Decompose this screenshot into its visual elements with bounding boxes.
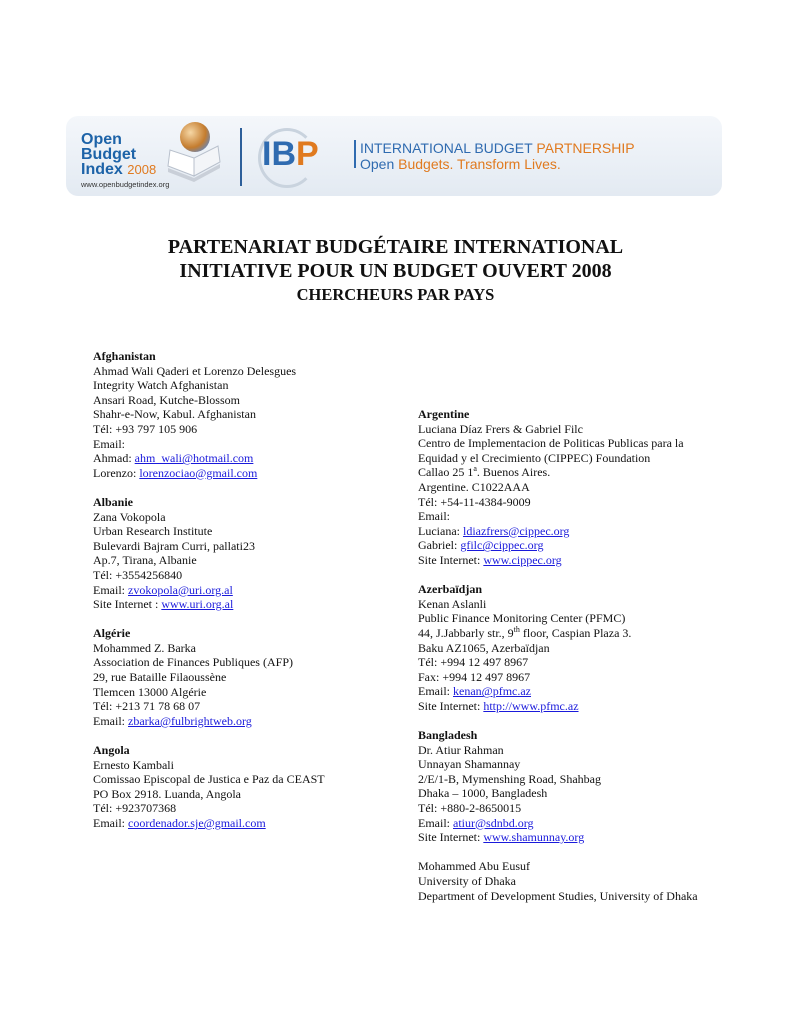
website-label: Site Internet: bbox=[418, 698, 484, 713]
organization: Centro de Implementacion de Politicas Publicas para la Equidad y el Crecimiento (CIPPEC) Foundation bbox=[418, 436, 684, 465]
ibp-slogan-part-1: Open bbox=[360, 156, 399, 172]
website-link[interactable]: http://www.pfmc.az bbox=[483, 698, 579, 713]
website-link[interactable]: www.uri.org.al bbox=[161, 597, 234, 612]
email-label: Email: bbox=[93, 713, 128, 728]
email-line bbox=[418, 524, 718, 539]
email-label: Lorenzo: bbox=[93, 465, 140, 480]
address-line bbox=[418, 465, 718, 480]
email-link[interactable]: kenan@pfmc.az bbox=[453, 684, 532, 699]
address-line: Baku AZ1065, Azerbaïdjan bbox=[418, 640, 550, 655]
researcher-names: Mohammed Abu Eusuf bbox=[418, 859, 530, 874]
country-name: Algérie bbox=[93, 626, 131, 641]
email-line bbox=[93, 451, 393, 466]
email-link[interactable]: coordenador.sje@gmail.com bbox=[128, 816, 266, 830]
organization: Unnayan Shamannay bbox=[418, 757, 521, 772]
address-superscript: th bbox=[513, 624, 520, 634]
email-label: Email: bbox=[418, 815, 453, 830]
left-column bbox=[93, 349, 393, 845]
obi-logo-index: Index bbox=[81, 161, 123, 178]
entry-bangladesh bbox=[418, 728, 718, 845]
phone: Tél: +93 797 105 906 bbox=[93, 421, 198, 436]
address-line: Ansari Road, Kutche-Blossom bbox=[93, 392, 240, 407]
website-line bbox=[418, 699, 718, 714]
email-line bbox=[93, 583, 393, 598]
entry-bangladesh-2 bbox=[418, 859, 718, 903]
website-link[interactable]: www.cippec.org bbox=[483, 552, 562, 567]
address-line bbox=[418, 626, 718, 641]
entry-angola bbox=[93, 743, 393, 831]
obi-logo-line-1: Open bbox=[81, 131, 122, 148]
entry-afghanistan bbox=[93, 349, 393, 480]
organization: Comissao Episcopal de Justica e Paz da CEAST bbox=[93, 772, 325, 787]
obi-logo-year: 2008 bbox=[127, 162, 157, 177]
entry-azerbaidjan bbox=[418, 582, 718, 713]
header-banner bbox=[66, 116, 722, 196]
address-line: Argentine. C1022AAA bbox=[418, 479, 530, 494]
obi-logo-line-3 bbox=[81, 162, 169, 177]
page-subtitle: INITIATIVE POUR UN BUDGET OUVERT 2008 bbox=[179, 260, 612, 282]
address-line: 29, rue Bataille Filaoussène bbox=[93, 670, 227, 685]
entry-argentine bbox=[418, 407, 718, 568]
address-superscript: a bbox=[473, 464, 477, 474]
researcher-names: Ahmad Wali Qaderi et Lorenzo Delesgues bbox=[93, 363, 297, 378]
email-link[interactable]: gfilc@cippec.org bbox=[460, 538, 544, 553]
website-label: Site Internet : bbox=[93, 597, 162, 612]
email-label: Email: bbox=[418, 684, 453, 699]
email-line bbox=[418, 684, 718, 699]
country-name: Afghanistan bbox=[93, 349, 156, 363]
ibp-name bbox=[360, 140, 635, 156]
country-name: Azerbaïdjan bbox=[418, 582, 482, 597]
address-line: PO Box 2918. Luanda, Angola bbox=[93, 786, 241, 801]
phone: Tél: +3554256840 bbox=[93, 567, 183, 582]
email-heading: Email: bbox=[418, 509, 450, 524]
country-name: Argentine bbox=[418, 407, 470, 421]
email-heading: Email: bbox=[93, 436, 125, 451]
researcher-names: Mohammed Z. Barka bbox=[93, 640, 196, 655]
page-title: PARTENARIAT BUDGÉTAIRE INTERNATIONAL bbox=[167, 236, 624, 258]
email-line bbox=[93, 714, 393, 729]
ibp-name-part-2: PARTNERSHIP bbox=[536, 140, 635, 156]
ibp-tagline bbox=[360, 140, 635, 172]
researcher-names: Zana Vokopola bbox=[93, 509, 166, 524]
open-budget-index-logo bbox=[81, 132, 169, 189]
ibp-slogan-part-2: Budgets. Transform Lives. bbox=[398, 156, 561, 172]
organization: Association de Finances Publiques (AFP) bbox=[93, 655, 293, 670]
entry-algerie bbox=[93, 626, 393, 728]
website-line bbox=[418, 553, 718, 568]
phone: Tél: +923707368 bbox=[93, 801, 177, 816]
logo-divider bbox=[240, 128, 242, 186]
department: Department of Development Studies, University of Dhaka bbox=[418, 888, 698, 903]
country-name: Angola bbox=[93, 743, 130, 758]
obi-logo-line-2: Budget bbox=[81, 146, 137, 163]
address-line: Tlemcen 13000 Algérie bbox=[93, 684, 207, 699]
email-link[interactable]: lorenzociao@gmail.com bbox=[139, 465, 258, 480]
organization: Integrity Watch Afghanistan bbox=[93, 378, 229, 393]
ibp-separator bbox=[354, 140, 356, 168]
email-line bbox=[93, 816, 393, 831]
email-label: Gabriel: bbox=[418, 538, 461, 553]
researcher-names: Kenan Aslanli bbox=[418, 596, 487, 611]
country-name: Bangladesh bbox=[418, 728, 478, 743]
address-line: Dhaka – 1000, Bangladesh bbox=[418, 786, 548, 801]
website-link[interactable]: www.shamunnay.org bbox=[483, 830, 585, 845]
country-name: Albanie bbox=[93, 494, 134, 509]
address-part: . Buenos Aires. bbox=[476, 465, 551, 480]
email-link[interactable]: zbarka@fulbrightweb.org bbox=[128, 713, 252, 728]
email-line bbox=[418, 816, 718, 831]
email-label: Ahmad: bbox=[93, 451, 135, 466]
website-label: Site Internet: bbox=[418, 830, 484, 845]
phone: Tél: +880-2-8650015 bbox=[418, 801, 522, 816]
researcher-names: Dr. Atiur Rahman bbox=[418, 742, 504, 757]
website-line bbox=[93, 597, 393, 612]
ibp-slogan bbox=[360, 156, 635, 172]
email-line bbox=[93, 466, 393, 481]
email-label: Email: bbox=[93, 582, 128, 597]
organization: Urban Research Institute bbox=[93, 524, 213, 539]
phone: Tél: +994 12 497 8967 bbox=[418, 655, 529, 670]
phone: Tél: +213 71 78 68 07 bbox=[93, 699, 201, 714]
phone: Tél: +54-11-4384-9009 bbox=[418, 494, 531, 509]
address-line: Bulevardi Bajram Curri, pallati23 bbox=[93, 538, 255, 553]
section-title: CHERCHEURS PAR PAYS bbox=[296, 285, 495, 304]
address-part: floor, Caspian Plaza 3. bbox=[519, 625, 632, 640]
globe-icon bbox=[180, 122, 210, 152]
organization: Public Finance Monitoring Center (PFMC) bbox=[418, 611, 626, 626]
email-line bbox=[418, 538, 718, 553]
email-label: Email: bbox=[93, 816, 128, 830]
ibp-letters bbox=[262, 134, 319, 174]
ibp-name-part-1: INTERNATIONAL BUDGET bbox=[360, 140, 537, 156]
email-link[interactable]: zvokopola@uri.org.al bbox=[128, 582, 233, 597]
obi-logo-url: www.openbudgetindex.org bbox=[81, 180, 170, 189]
researcher-names: Ernesto Kambali bbox=[93, 757, 174, 772]
email-link[interactable]: ahm_wali@hotmail.com bbox=[134, 451, 254, 466]
email-link[interactable]: atiur@sdnbd.org bbox=[453, 815, 534, 830]
address-line: Ap.7, Tirana, Albanie bbox=[93, 553, 197, 568]
website-label: Site Internet: bbox=[418, 552, 484, 567]
researcher-names: Luciana Díaz Frers & Gabriel Filc bbox=[418, 421, 583, 436]
address-part: 44, J.Jabbarly str., 9 bbox=[418, 625, 514, 640]
entry-albanie bbox=[93, 495, 393, 612]
address-part: Callao 25 1 bbox=[418, 465, 474, 480]
right-column bbox=[418, 407, 718, 918]
website-line bbox=[418, 830, 718, 845]
email-link[interactable]: ldiazfrers@cippec.org bbox=[462, 523, 570, 538]
fax: Fax: +994 12 497 8967 bbox=[418, 669, 531, 684]
address-line: Shahr-e-Now, Kabul. Afghanistan bbox=[93, 407, 256, 422]
email-label: Luciana: bbox=[418, 523, 463, 538]
address-line: 2/E/1-B, Mymenshing Road, Shahbag bbox=[418, 771, 601, 786]
ibp-letters-p: P bbox=[296, 135, 319, 173]
ibp-letters-ib: IB bbox=[262, 135, 296, 173]
ibp-logo bbox=[262, 134, 319, 174]
organization: University of Dhaka bbox=[418, 874, 516, 888]
